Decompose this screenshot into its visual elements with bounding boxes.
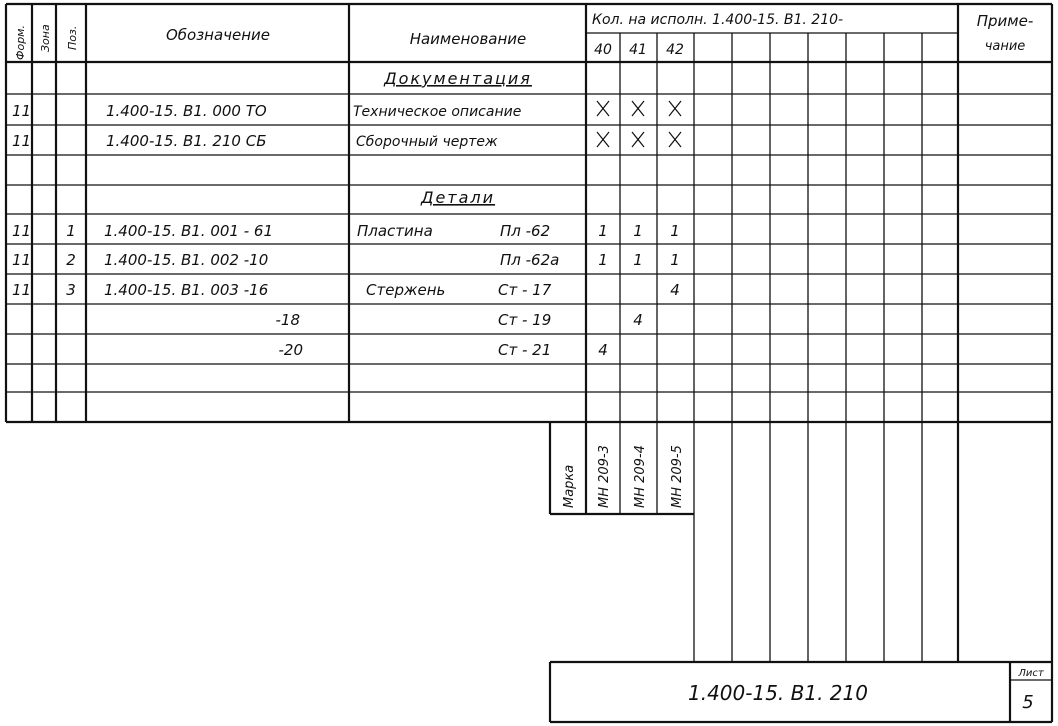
row-pos: 3 xyxy=(66,281,76,299)
row-name: Стержень xyxy=(366,281,446,299)
marks-block xyxy=(562,445,685,508)
cross-mark xyxy=(669,101,681,116)
row-designation: 1.400-15. В1. 210 СБ xyxy=(106,132,267,150)
section-documentation: Документация xyxy=(384,69,532,88)
row-name: Пластина xyxy=(357,222,433,240)
row-qty-41: 1 xyxy=(633,222,643,240)
cross-mark xyxy=(632,132,644,147)
row-designation: -20 xyxy=(278,341,303,359)
row-designation: 1.400-15. В1. 000 ТО xyxy=(106,102,267,120)
row-qty-41: 1 xyxy=(633,251,643,269)
header-pos: Поз. xyxy=(66,25,79,50)
table-row xyxy=(12,281,680,299)
title-block xyxy=(688,668,1045,713)
table-row xyxy=(12,251,680,269)
row-designation: -18 xyxy=(275,311,300,329)
row-name-code: Пл -62 xyxy=(500,222,551,240)
row-name-code: Пл -62а xyxy=(500,251,560,269)
row-pos: 1 xyxy=(66,222,76,240)
sheet-label: Лист xyxy=(1018,668,1044,679)
header-variant-41: 41 xyxy=(629,42,647,58)
row-qty-40: 1 xyxy=(598,251,608,269)
header-note-line2: чание xyxy=(984,39,1026,54)
header-variant-40: 40 xyxy=(594,42,612,58)
row-format: 11 xyxy=(12,102,32,120)
row-designation: 1.400-15. В1. 003 -16 xyxy=(104,281,269,299)
sheet-number: 5 xyxy=(1022,692,1034,713)
row-qty-40: 1 xyxy=(598,222,608,240)
table-row xyxy=(279,341,608,359)
mark-value: МН 209-4 xyxy=(633,445,648,508)
marks-label: Марка xyxy=(562,464,577,508)
section-parts: Детали xyxy=(420,188,496,207)
header-note-line1: Приме- xyxy=(976,12,1034,30)
row-format: 11 xyxy=(12,132,32,150)
cross-mark xyxy=(669,132,681,147)
row-name-code: Ст - 17 xyxy=(498,281,552,299)
row-designation: 1.400-15. В1. 002 -10 xyxy=(104,251,269,269)
header-designation: Обозначение xyxy=(165,26,271,44)
row-qty-41: 4 xyxy=(633,311,643,329)
row-qty-40: 4 xyxy=(598,341,608,359)
row-designation: 1.400-15. В1. 001 - 61 xyxy=(104,222,274,240)
header-variant-42: 42 xyxy=(666,42,684,58)
cross-mark xyxy=(632,101,644,116)
table-row xyxy=(12,101,681,120)
header-name: Наименование xyxy=(409,30,527,48)
cross-mark xyxy=(597,101,609,116)
cross-mark xyxy=(597,132,609,147)
row-qty-42: 1 xyxy=(670,222,680,240)
row-name: Техническое описание xyxy=(353,104,522,120)
table-row xyxy=(12,222,680,240)
row-name-code: Ст - 19 xyxy=(498,311,552,329)
row-qty-42: 4 xyxy=(670,281,680,299)
row-format: 11 xyxy=(12,222,32,240)
row-name-code: Ст - 21 xyxy=(498,341,552,359)
document-number: 1.400-15. В1. 210 xyxy=(688,681,868,705)
table-row xyxy=(12,132,681,150)
table-header xyxy=(14,12,1033,60)
row-format: 11 xyxy=(12,251,32,269)
header-zone: Зона xyxy=(39,24,52,52)
table-row xyxy=(276,311,643,329)
mark-value: МН 209-5 xyxy=(670,445,685,508)
mark-value: МН 209-3 xyxy=(597,445,612,508)
header-format: Форм. xyxy=(14,25,27,60)
row-name: Сборочный чертеж xyxy=(356,134,498,150)
row-pos: 2 xyxy=(66,251,76,269)
row-qty-42: 1 xyxy=(670,251,680,269)
header-qty-label: Кол. на исполн. 1.400-15. В1. 210- xyxy=(592,12,844,28)
row-format: 11 xyxy=(12,281,32,299)
